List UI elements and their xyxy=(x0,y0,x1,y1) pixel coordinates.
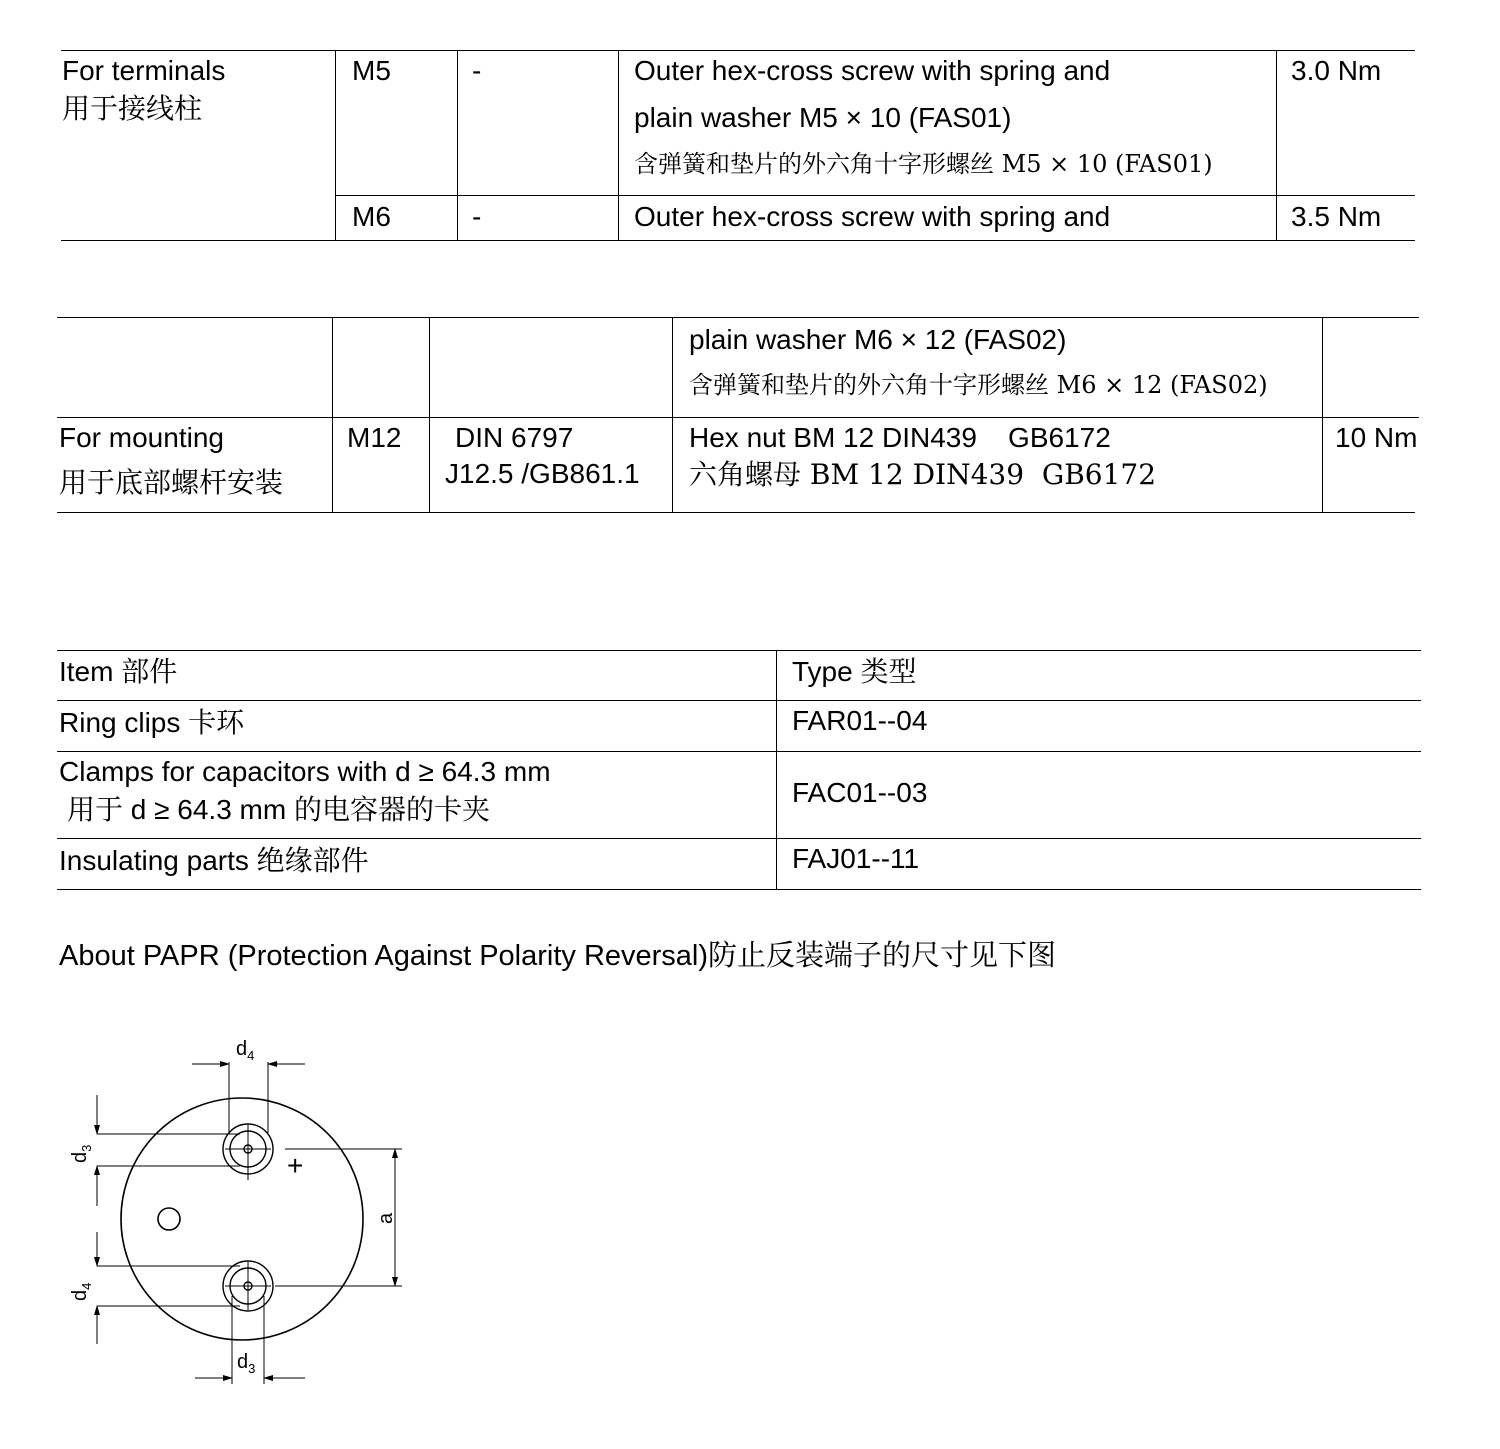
item-name-en: For terminals xyxy=(62,55,226,86)
svg-text:d4 xyxy=(69,1283,94,1301)
header-item: Item 部件 xyxy=(59,656,178,687)
description-cn-line: 含弹簧和垫片的外六角十字形螺丝 M5 × 10 (FAS01) xyxy=(634,150,1213,178)
part-item-cn: 用于 d ≥ 64.3 mm 的电容器的卡夹 xyxy=(67,794,490,825)
d4-top-dimension xyxy=(192,1038,305,1133)
item-name-cn: 用于底部螺杆安装 xyxy=(59,466,284,499)
part-item: Insulating parts 绝缘部件 xyxy=(59,845,369,876)
table3-rule xyxy=(57,889,1421,890)
torque-cell: 3.0 Nm xyxy=(1291,55,1382,86)
item-name-cn: 用于接线柱 xyxy=(62,92,203,125)
papr-dimension-diagram xyxy=(0,1020,460,1400)
d3-left-label: d xyxy=(69,1151,91,1163)
standard-line: DIN 6797 xyxy=(455,422,574,453)
table2-mid-rule xyxy=(57,417,1419,418)
table2-col-divider xyxy=(672,317,673,512)
description-en-line: plain washer M5 × 10 (FAS01) xyxy=(634,102,1012,133)
table2-col-divider xyxy=(1322,317,1323,512)
standard-cell: - xyxy=(472,55,482,86)
d3-left-subscript: 3 xyxy=(79,1144,94,1152)
table3-rule xyxy=(57,700,1421,701)
table1-mid-rule xyxy=(335,195,1415,196)
table3-rule xyxy=(57,751,1421,752)
negative-terminal xyxy=(223,1261,273,1311)
standard-line: J12.5 /GB861.1 xyxy=(445,458,640,489)
plus-sign: + xyxy=(287,1150,304,1181)
table2-col-divider xyxy=(332,317,333,512)
description-en-line: Hex nut BM 12 DIN439 GB6172 xyxy=(689,422,1111,453)
size-cell: M12 xyxy=(347,422,402,453)
table1-col-divider xyxy=(335,50,336,240)
standard-cell: - xyxy=(472,201,482,232)
svg-text:d4 xyxy=(236,1038,254,1063)
d3-bottom-label: d xyxy=(237,1351,249,1373)
table1-col-divider xyxy=(457,50,458,240)
d3-left-dimension xyxy=(69,1095,240,1206)
part-type: FAJ01--11 xyxy=(792,843,920,874)
table1-bottom-rule xyxy=(61,240,1415,241)
d4-top-label: d xyxy=(236,1038,248,1060)
positive-terminal xyxy=(223,1124,273,1180)
d4-left-label: d xyxy=(69,1289,91,1301)
description-cn-line: 六角螺母 BM 12 DIN439 GB6172 xyxy=(689,458,1157,491)
description-cn-line: 含弹簧和垫片的外六角十字形螺丝 M6 × 12 (FAS02) xyxy=(689,371,1268,399)
table2-top-rule xyxy=(57,317,1419,318)
part-type: FAC01--03 xyxy=(792,777,928,808)
description-en-line: Outer hex-cross screw with spring and xyxy=(634,201,1111,232)
table3-rule xyxy=(57,650,1421,651)
table3-col-divider xyxy=(776,650,777,889)
table2-col-divider xyxy=(429,317,430,512)
svg-text:d3 xyxy=(237,1351,255,1376)
papr-heading: About PAPR (Protection Against Polarity Reversal)防止反装端子的尺寸见下图 xyxy=(59,940,1057,972)
d4-left-dimension xyxy=(69,1232,240,1344)
description-en-line: Outer hex-cross screw with spring and xyxy=(634,55,1111,86)
table1-col-divider xyxy=(1276,50,1277,240)
d4-top-subscript: 4 xyxy=(247,1048,255,1063)
torque-cell: 3.5 Nm xyxy=(1291,201,1382,232)
svg-text:d3 xyxy=(69,1145,94,1163)
d3-bottom-subscript: 3 xyxy=(248,1361,256,1376)
d4-left-subscript: 4 xyxy=(79,1282,94,1290)
table1-top-rule xyxy=(61,50,1415,51)
table3-rule xyxy=(57,838,1421,839)
table1-col-divider xyxy=(618,50,619,240)
item-name-en: For mounting xyxy=(59,422,224,453)
mounting-hole xyxy=(158,1208,180,1230)
header-type: Type 类型 xyxy=(792,656,917,687)
size-cell: M6 xyxy=(352,201,391,232)
part-type: FAR01--04 xyxy=(792,705,928,736)
a-label: a xyxy=(375,1212,397,1224)
torque-cell: 10 Nm xyxy=(1335,422,1418,453)
description-en-line: plain washer M6 × 12 (FAS02) xyxy=(689,324,1067,355)
table2-bottom-rule xyxy=(57,512,1415,513)
part-item: Clamps for capacitors with d ≥ 64.3 mm xyxy=(59,756,551,787)
part-item: Ring clips 卡环 xyxy=(59,707,245,738)
size-cell: M5 xyxy=(352,55,391,86)
